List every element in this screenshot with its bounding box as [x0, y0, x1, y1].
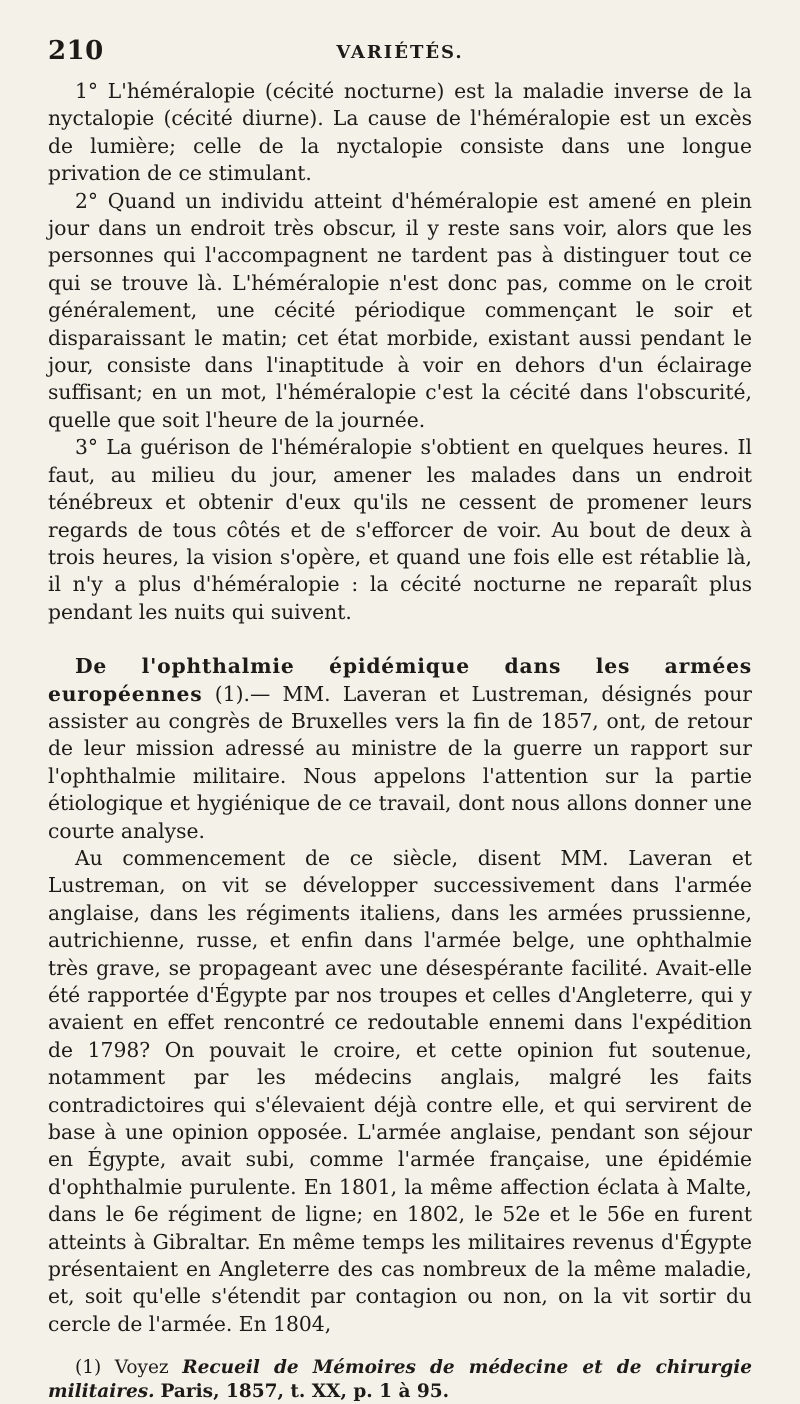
footnote-reference: (1).	[214, 681, 250, 706]
body-text	[48, 78, 752, 1338]
section-lead-text: — MM. Laveran et Lustreman, désignés pour assister au congrès de Bruxelles vers la fin de 1857, ont, de retour de leur mission adressé au ministre de la guerre un rapport sur l'ophthalmie militaire. Nous appelons l'attention sur la partie étiologique et hygiénique de ce travail, dont nous allons donner une courte analyse.	[48, 681, 752, 843]
paragraph-2: 2° Quand un individu atteint d'héméralopie est amené en plein jour dans un endroit très obscur, il y reste sans voir, alors que les personnes qui l'accompagnent ne tardent pas à distinguer tout ce qui se trouve là. L'héméralopie n'est donc pas, comme on le croit généralement, une cécité périodique commençant le soir et disparaissant le matin; cet état morbide, existant aussi pendant le jour, consiste dans l'inaptitude à voir en dehors d'un éclairage suffisant; en un mot, l'héméralopie c'est la cécité dans l'obscurité, quelle que soit l'heure de la journée.	[48, 188, 752, 432]
footnote-marker: (1) Voyez	[75, 1357, 169, 1379]
footnote-citation: Paris, 1857, t. XX, p. 1 à 95.	[160, 1381, 450, 1403]
paragraph-3: 3° La guérison de l'héméralopie s'obtient en quelques heures. Il faut, au milieu du jour, amener les malades dans un endroit ténébreux et obtenir d'eux qu'ils ne cessent de promener leurs regards de tous côtés et de s'efforcer de voir. Au bout de deux à trois heures, la vision s'opère, et quand une fois elle est rétablie là, il n'y a plus d'héméralopie : la cécité nocturne ne reparaît plus pendant les nuits qui suivent.	[48, 435, 752, 624]
footnote-line	[48, 1356, 752, 1404]
footnote-title: Recueil de Mémoires de médecine et de chirurgie militaires.	[48, 1357, 752, 1403]
paragraph-1: 1° L'héméralopie (cécité nocturne) est la maladie inverse de la nyctalopie (cécité diurne). La cause de l'héméralopie est un excès de lumière; celle de la nyctalopie consiste dans une longue privation de ce stimulant.	[48, 79, 752, 186]
section-lead-paragraph	[48, 653, 752, 845]
footnote	[48, 1356, 752, 1404]
page-number: 210	[48, 36, 104, 66]
section-heading: De l'ophthalmie épidémique dans les armées européennes	[48, 654, 752, 706]
running-head	[48, 30, 752, 78]
running-title: VARIÉTÉS.	[336, 42, 464, 63]
section-paragraph: Au commencement de ce siècle, disent MM. Laveran et Lustreman, on vit se développer successivement dans l'armée anglaise, dans les régiments italiens, dans les armées prussienne, autrichienne, russe, et enfin dans l'armée belge, une ophthalmie très grave, se propageant avec une désespérante facilité. Avait-elle été rapportée d'Égypte par nos troupes et celles d'Angleterre, qui y avaient en effet rencontré ce redoutable ennemi dans l'expédition de 1798? On pouvait le croire, et cette opinion fut soutenue, notamment par les médecins anglais, malgré les faits contradictoires qui s'élevaient déjà contre elle, et qui servirent de base à une opinion opposée. L'armée anglaise, pendant son séjour en Égypte, avait subi, comme l'armée française, une épidémie d'ophthalmie purulente. En 1801, la même affection éclata à Malte, dans le 6e régiment de ligne; en 1802, le 52e et le 56e en furent atteints à Gibraltar. En même temps les militaires revenus d'Égypte présentaient en Angleterre des cas nombreux de la même maladie, et, soit qu'elle s'étendit par contagion ou non, on la vit sortir du cercle de l'armée. En 1804,	[48, 845, 752, 1336]
